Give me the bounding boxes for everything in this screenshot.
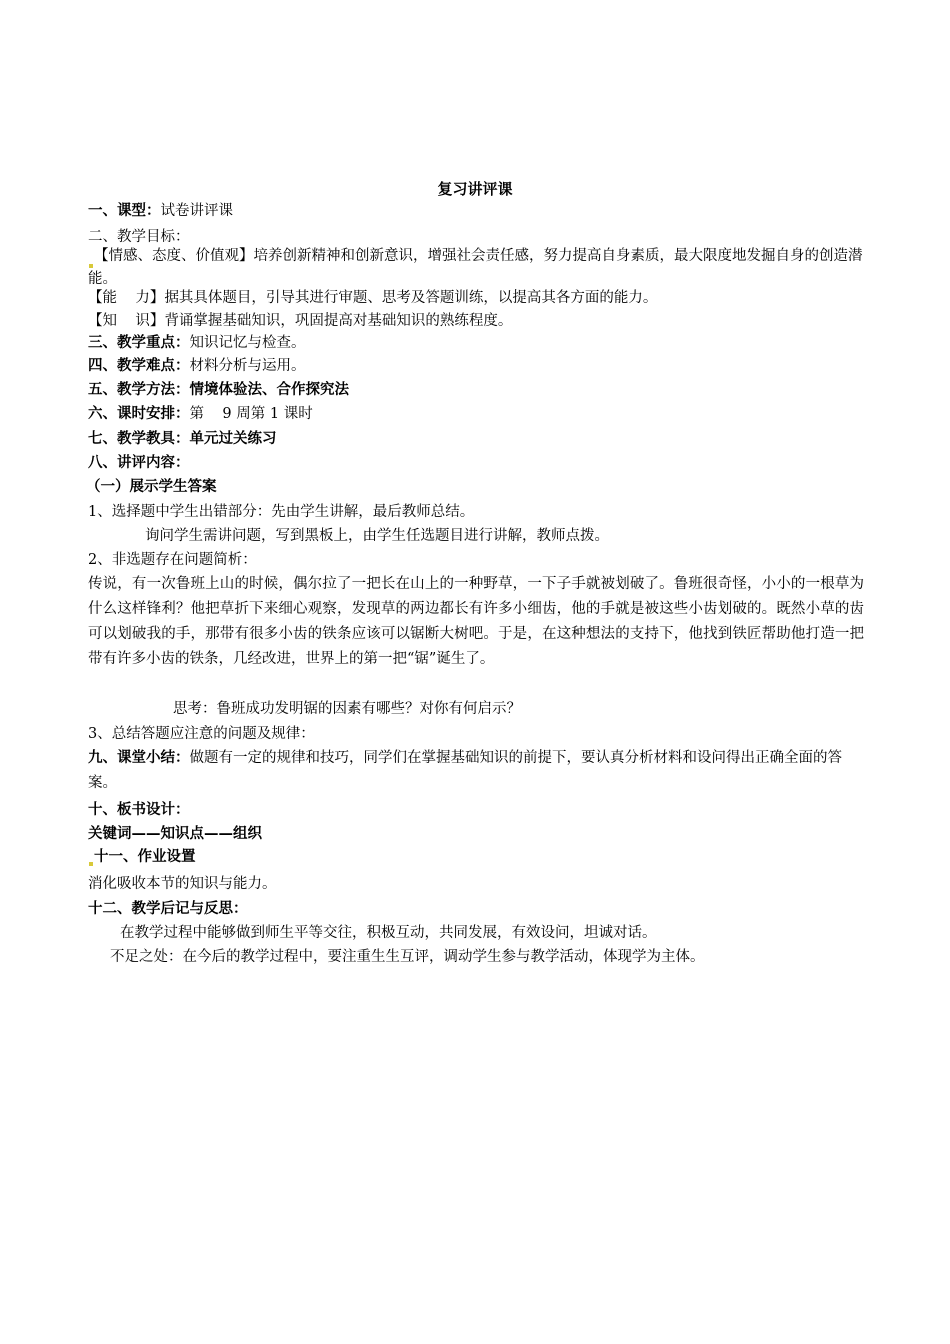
review-item-1-detail: 询问学生需讲问题，写到黑板上，由学生任选题目进行讲解，教师点拨。 — [145, 528, 609, 544]
section-course-type — [88, 202, 878, 220]
section-methods — [88, 381, 878, 399]
section-key-points — [88, 334, 878, 352]
section-body: 第 9 周第 1 课时 — [189, 406, 313, 422]
section-homework-heading — [88, 848, 878, 866]
goal-emotion — [88, 245, 868, 291]
section-heading: 十一、作业设置 — [94, 849, 196, 865]
section-heading: 七、教学教具： — [88, 431, 190, 447]
section-body: 情境体验法、合作探究法 — [189, 382, 349, 398]
section-body: 试卷讲评课 — [160, 203, 233, 219]
section-body: 材料分析与运用。 — [189, 358, 306, 374]
review-item-1: 1、选择题中学生出错部分：先由学生讲解，最后教师总结。 — [88, 504, 475, 520]
section-body: 做题有一定的规律和技巧，同学们在掌握基础知识的前提下，要认真分析材料和设问得出正确全面的答案。 — [88, 750, 842, 791]
subsection-heading: （一）展示学生答案 — [86, 479, 217, 495]
goal-tag: 【能 力】 — [88, 290, 165, 306]
section-body: 知识记忆与检查。 — [189, 335, 306, 351]
goal-ability — [88, 289, 878, 307]
section-heading: 三、教学重点： — [88, 335, 190, 351]
section-heading: 一、课型： — [88, 203, 161, 219]
section-schedule — [88, 405, 878, 423]
section-board-design-heading: 十、板书设计： — [88, 802, 190, 818]
section-review-content-heading: 八、讲评内容： — [88, 455, 190, 471]
section-reflection-heading: 十二、教学后记与反思： — [88, 901, 248, 917]
goal-body: 据其具体题目，引导其进行审题、思考及答题训练，以提高其各方面的能力。 — [164, 290, 658, 306]
review-item-2: 2、非选题存在问题简析： — [88, 552, 257, 568]
goal-knowledge — [88, 312, 878, 330]
goal-tag: 【知 识】 — [88, 313, 165, 329]
section-heading: 四、教学难点： — [88, 358, 190, 374]
section-heading: 六、课时安排： — [88, 406, 190, 422]
section-teaching-aids — [88, 430, 878, 448]
section-heading: 九、课堂小结： — [88, 750, 190, 766]
reflection-paragraph-1: 在教学过程中能够做到师生平等交往，积极互动，共同发展，有效设问，坦诚对话。 — [120, 925, 657, 941]
annotation-mark — [89, 264, 93, 268]
section-body: 单元过关练习 — [189, 431, 277, 447]
story-paragraph: 传说，有一次鲁班上山的时候，偶尔拉了一把长在山上的一种野草，一下子手就被划破了。鲁班很奇怪，小小的一根草为什么这样锋利？他把草折下来细心观察，发现草的两边都长有许多小细齿，他的手就是被这些小齿划破的。既然小草的齿可以划破我的手，那带有很多小齿的铁条应该可以锯断大树吧。于是，在这种想法的支持下，他找到铁匠帮助他打造一把带有许多小齿的铁条，几经改进，世界上的第一把“锯”诞生了。 — [88, 576, 864, 667]
reflection-paragraph-2: 不足之处：在今后的教学过程中，要注重生生互评，调动学生参与教学活动，体现学为主体。 — [110, 949, 705, 965]
review-item-3: 3、总结答题应注意的问题及规律： — [88, 726, 315, 742]
section-heading: 五、教学方法： — [88, 382, 190, 398]
board-keywords: 关键词——知识点——组织 — [88, 826, 262, 842]
section-summary — [88, 746, 864, 796]
think-question: 思考：鲁班成功发明锯的因素有哪些？对你有何启示？ — [173, 701, 521, 717]
goal-body: 培养创新精神和创新意识，增强社会责任感，努力提高自身素质，最大限度地发掘自身的创造潜能。 — [88, 248, 863, 287]
section-goals-heading: 二、教学目标： — [88, 229, 190, 245]
homework-body: 消化吸收本节的知识与能力。 — [88, 876, 277, 892]
annotation-mark — [89, 862, 93, 866]
section-difficulties — [88, 357, 878, 375]
goal-body: 背诵掌握基础知识，巩固提高对基础知识的熟练程度。 — [164, 313, 513, 329]
goal-tag: 【情感、态度、价值观】 — [94, 248, 254, 264]
page-title: 复习讲评课 — [437, 180, 513, 198]
